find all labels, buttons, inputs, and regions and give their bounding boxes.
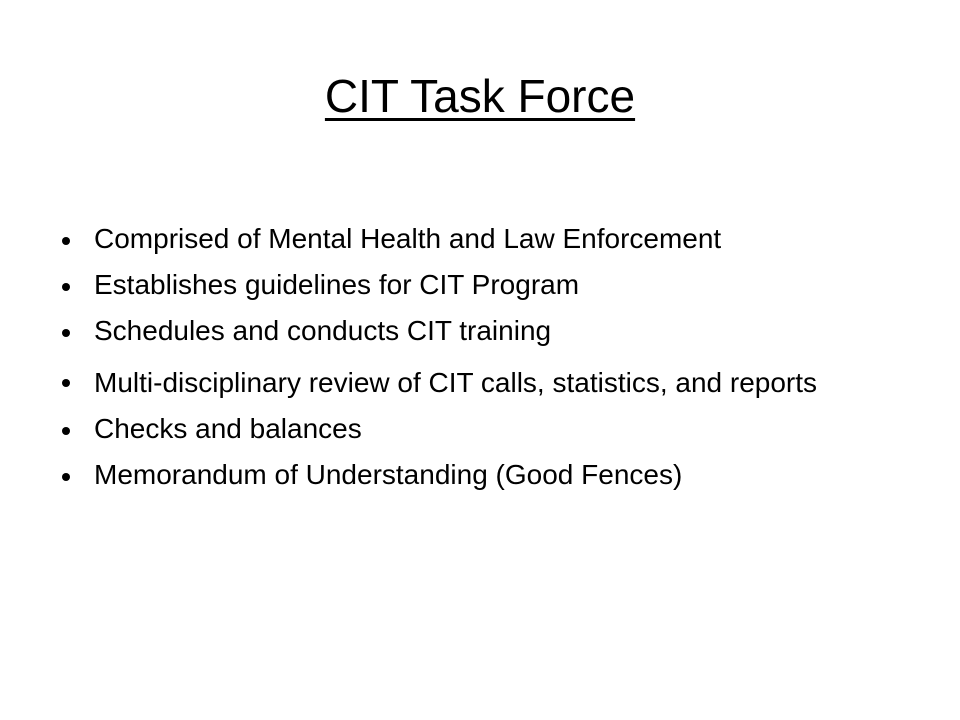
bullet-item: Schedules and conducts CIT training <box>60 314 900 348</box>
bullet-item: Multi-disciplinary review of CIT calls, statistics, and reports <box>60 360 900 406</box>
slide-title-text: CIT Task Force <box>324 70 636 122</box>
bullet-item: Establishes guidelines for CIT Program <box>60 268 900 302</box>
bullet-item: Comprised of Mental Health and Law Enforcement <box>60 222 900 256</box>
bullet-item: Memorandum of Understanding (Good Fences) <box>60 458 900 492</box>
bullet-item: Checks and balances <box>60 412 900 446</box>
slide-title <box>0 56 960 136</box>
bullet-list <box>60 222 900 504</box>
